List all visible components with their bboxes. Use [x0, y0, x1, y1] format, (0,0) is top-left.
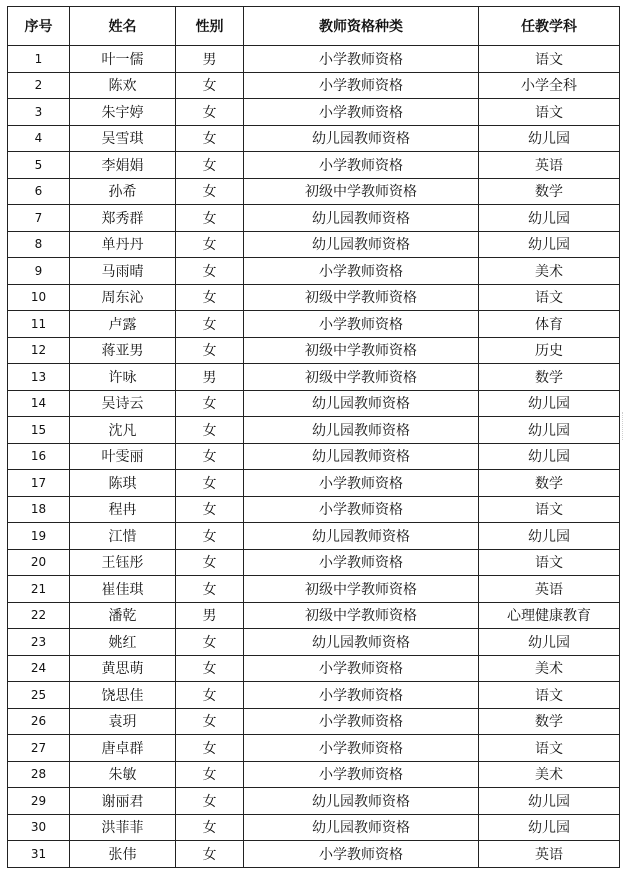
cell-gender: 女	[176, 708, 244, 735]
cell-subject: 心理健康教育	[479, 602, 620, 629]
cell-subject: 英语	[479, 152, 620, 179]
cell-gender: 女	[176, 125, 244, 152]
cell-subject: 幼儿园	[479, 788, 620, 815]
cell-certificate-type: 幼儿园教师资格	[244, 788, 479, 815]
cell-subject: 幼儿园	[479, 125, 620, 152]
cell-certificate-type: 幼儿园教师资格	[244, 417, 479, 444]
cell-subject: 幼儿园	[479, 523, 620, 550]
cell-name: 陈琪	[70, 470, 176, 497]
cell-gender: 女	[176, 523, 244, 550]
cell-gender: 女	[176, 72, 244, 99]
cell-name: 郑秀群	[70, 205, 176, 232]
cell-gender: 女	[176, 205, 244, 232]
table-row	[8, 390, 620, 417]
cell-gender: 女	[176, 735, 244, 762]
cell-index: 11	[8, 311, 70, 338]
cell-gender: 女	[176, 496, 244, 523]
table-row	[8, 231, 620, 258]
header-subject: 任教学科	[479, 7, 620, 46]
cell-name: 姚红	[70, 629, 176, 656]
cell-index: 7	[8, 205, 70, 232]
cell-certificate-type: 小学教师资格	[244, 735, 479, 762]
table-row	[8, 761, 620, 788]
cell-gender: 男	[176, 364, 244, 391]
cell-certificate-type: 幼儿园教师资格	[244, 814, 479, 841]
cell-subject: 小学全科	[479, 72, 620, 99]
table-row	[8, 655, 620, 682]
cell-name: 王钰彤	[70, 549, 176, 576]
cell-subject: 幼儿园	[479, 629, 620, 656]
cell-subject: 语文	[479, 496, 620, 523]
cell-gender: 女	[176, 576, 244, 603]
cell-gender: 女	[176, 231, 244, 258]
cell-name: 袁玥	[70, 708, 176, 735]
cell-index: 13	[8, 364, 70, 391]
cell-gender: 女	[176, 390, 244, 417]
cell-certificate-type: 小学教师资格	[244, 496, 479, 523]
table-row	[8, 496, 620, 523]
cell-index: 10	[8, 284, 70, 311]
cell-subject: 英语	[479, 576, 620, 603]
cell-index: 8	[8, 231, 70, 258]
cell-index: 28	[8, 761, 70, 788]
cell-name: 叶一儒	[70, 46, 176, 73]
cell-gender: 女	[176, 814, 244, 841]
cell-subject: 幼儿园	[479, 417, 620, 444]
cell-name: 唐卓群	[70, 735, 176, 762]
cell-index: 18	[8, 496, 70, 523]
cell-subject: 美术	[479, 655, 620, 682]
cell-index: 23	[8, 629, 70, 656]
cell-index: 27	[8, 735, 70, 762]
table-row	[8, 576, 620, 603]
cell-certificate-type: 小学教师资格	[244, 46, 479, 73]
cell-subject: 数学	[479, 178, 620, 205]
cell-subject: 幼儿园	[479, 814, 620, 841]
table-row	[8, 470, 620, 497]
cell-certificate-type: 小学教师资格	[244, 708, 479, 735]
cell-certificate-type: 小学教师资格	[244, 72, 479, 99]
cell-index: 3	[8, 99, 70, 126]
cell-subject: 体育	[479, 311, 620, 338]
cell-gender: 男	[176, 46, 244, 73]
cell-certificate-type: 小学教师资格	[244, 682, 479, 709]
cell-certificate-type: 小学教师资格	[244, 99, 479, 126]
cell-name: 单丹丹	[70, 231, 176, 258]
cell-name: 崔佳琪	[70, 576, 176, 603]
cell-index: 14	[8, 390, 70, 417]
cell-name: 潘乾	[70, 602, 176, 629]
cell-gender: 女	[176, 337, 244, 364]
table-row	[8, 125, 620, 152]
cell-certificate-type: 小学教师资格	[244, 549, 479, 576]
cell-subject: 历史	[479, 337, 620, 364]
cell-index: 16	[8, 443, 70, 470]
cell-subject: 英语	[479, 841, 620, 868]
table-row	[8, 417, 620, 444]
cell-index: 4	[8, 125, 70, 152]
cell-gender: 女	[176, 443, 244, 470]
cell-name: 许咏	[70, 364, 176, 391]
cell-subject: 数学	[479, 708, 620, 735]
table-row	[8, 708, 620, 735]
table-row	[8, 205, 620, 232]
cell-certificate-type: 小学教师资格	[244, 470, 479, 497]
cell-name: 程冉	[70, 496, 176, 523]
cell-index: 19	[8, 523, 70, 550]
cell-certificate-type: 小学教师资格	[244, 841, 479, 868]
table-row	[8, 152, 620, 179]
cell-name: 饶思佳	[70, 682, 176, 709]
cell-certificate-type: 小学教师资格	[244, 655, 479, 682]
cell-certificate-type: 初级中学教师资格	[244, 284, 479, 311]
table-row	[8, 99, 620, 126]
cell-subject: 语文	[479, 735, 620, 762]
cell-name: 孙希	[70, 178, 176, 205]
table-row	[8, 549, 620, 576]
table-row	[8, 178, 620, 205]
cell-name: 李娟娟	[70, 152, 176, 179]
cell-certificate-type: 幼儿园教师资格	[244, 443, 479, 470]
cell-index: 12	[8, 337, 70, 364]
cell-name: 张伟	[70, 841, 176, 868]
cell-gender: 男	[176, 602, 244, 629]
cell-name: 黄思萌	[70, 655, 176, 682]
table-row	[8, 602, 620, 629]
cell-gender: 女	[176, 99, 244, 126]
cell-name: 朱敏	[70, 761, 176, 788]
table-row	[8, 46, 620, 73]
header-certificate-type: 教师资格种类	[244, 7, 479, 46]
cell-subject: 美术	[479, 258, 620, 285]
table-row	[8, 311, 620, 338]
cell-index: 25	[8, 682, 70, 709]
cell-gender: 女	[176, 284, 244, 311]
cell-certificate-type: 小学教师资格	[244, 152, 479, 179]
cell-name: 沈凡	[70, 417, 176, 444]
cell-subject: 幼儿园	[479, 205, 620, 232]
edge-mark	[622, 412, 627, 440]
teacher-qualification-table	[7, 6, 620, 868]
cell-index: 9	[8, 258, 70, 285]
cell-certificate-type: 初级中学教师资格	[244, 364, 479, 391]
table-row	[8, 443, 620, 470]
cell-gender: 女	[176, 470, 244, 497]
cell-index: 24	[8, 655, 70, 682]
cell-gender: 女	[176, 258, 244, 285]
cell-certificate-type: 幼儿园教师资格	[244, 523, 479, 550]
cell-certificate-type: 小学教师资格	[244, 258, 479, 285]
cell-certificate-type: 初级中学教师资格	[244, 178, 479, 205]
cell-index: 17	[8, 470, 70, 497]
cell-subject: 数学	[479, 470, 620, 497]
cell-gender: 女	[176, 311, 244, 338]
cell-name: 蒋亚男	[70, 337, 176, 364]
cell-certificate-type: 幼儿园教师资格	[244, 205, 479, 232]
cell-name: 江惜	[70, 523, 176, 550]
table-row	[8, 364, 620, 391]
table-row	[8, 284, 620, 311]
cell-subject: 数学	[479, 364, 620, 391]
cell-index: 2	[8, 72, 70, 99]
cell-subject: 语文	[479, 99, 620, 126]
cell-certificate-type: 幼儿园教师资格	[244, 231, 479, 258]
cell-certificate-type: 小学教师资格	[244, 761, 479, 788]
cell-certificate-type: 初级中学教师资格	[244, 337, 479, 364]
cell-gender: 女	[176, 655, 244, 682]
cell-certificate-type: 幼儿园教师资格	[244, 629, 479, 656]
table-row	[8, 337, 620, 364]
table-row	[8, 258, 620, 285]
table-row	[8, 523, 620, 550]
cell-gender: 女	[176, 417, 244, 444]
cell-gender: 女	[176, 761, 244, 788]
cell-index: 5	[8, 152, 70, 179]
cell-name: 朱宇婷	[70, 99, 176, 126]
cell-certificate-type: 初级中学教师资格	[244, 576, 479, 603]
cell-name: 叶雯丽	[70, 443, 176, 470]
cell-subject: 幼儿园	[479, 390, 620, 417]
header-index: 序号	[8, 7, 70, 46]
cell-index: 6	[8, 178, 70, 205]
table-row	[8, 788, 620, 815]
cell-name: 吴雪琪	[70, 125, 176, 152]
header-gender: 性别	[176, 7, 244, 46]
cell-name: 吴诗云	[70, 390, 176, 417]
cell-index: 26	[8, 708, 70, 735]
table-body	[8, 46, 620, 868]
cell-gender: 女	[176, 682, 244, 709]
header-row	[8, 7, 620, 46]
table-row	[8, 735, 620, 762]
cell-name: 卢露	[70, 311, 176, 338]
cell-certificate-type: 初级中学教师资格	[244, 602, 479, 629]
cell-index: 22	[8, 602, 70, 629]
cell-index: 29	[8, 788, 70, 815]
cell-name: 谢丽君	[70, 788, 176, 815]
cell-name: 洪菲菲	[70, 814, 176, 841]
table-row	[8, 72, 620, 99]
cell-gender: 女	[176, 178, 244, 205]
cell-index: 30	[8, 814, 70, 841]
table-row	[8, 629, 620, 656]
cell-subject: 语文	[479, 46, 620, 73]
cell-index: 1	[8, 46, 70, 73]
cell-certificate-type: 幼儿园教师资格	[244, 125, 479, 152]
cell-subject: 语文	[479, 549, 620, 576]
cell-gender: 女	[176, 788, 244, 815]
cell-name: 马雨晴	[70, 258, 176, 285]
cell-subject: 美术	[479, 761, 620, 788]
cell-subject: 语文	[479, 284, 620, 311]
table-row	[8, 841, 620, 868]
cell-index: 31	[8, 841, 70, 868]
cell-gender: 女	[176, 629, 244, 656]
cell-gender: 女	[176, 152, 244, 179]
cell-subject: 幼儿园	[479, 443, 620, 470]
cell-certificate-type: 小学教师资格	[244, 311, 479, 338]
cell-gender: 女	[176, 549, 244, 576]
cell-index: 15	[8, 417, 70, 444]
header-name: 姓名	[70, 7, 176, 46]
table-row	[8, 814, 620, 841]
cell-index: 21	[8, 576, 70, 603]
cell-name: 陈欢	[70, 72, 176, 99]
cell-subject: 语文	[479, 682, 620, 709]
table-row	[8, 682, 620, 709]
cell-index: 20	[8, 549, 70, 576]
cell-name: 周东沁	[70, 284, 176, 311]
cell-gender: 女	[176, 841, 244, 868]
cell-subject: 幼儿园	[479, 231, 620, 258]
cell-certificate-type: 幼儿园教师资格	[244, 390, 479, 417]
